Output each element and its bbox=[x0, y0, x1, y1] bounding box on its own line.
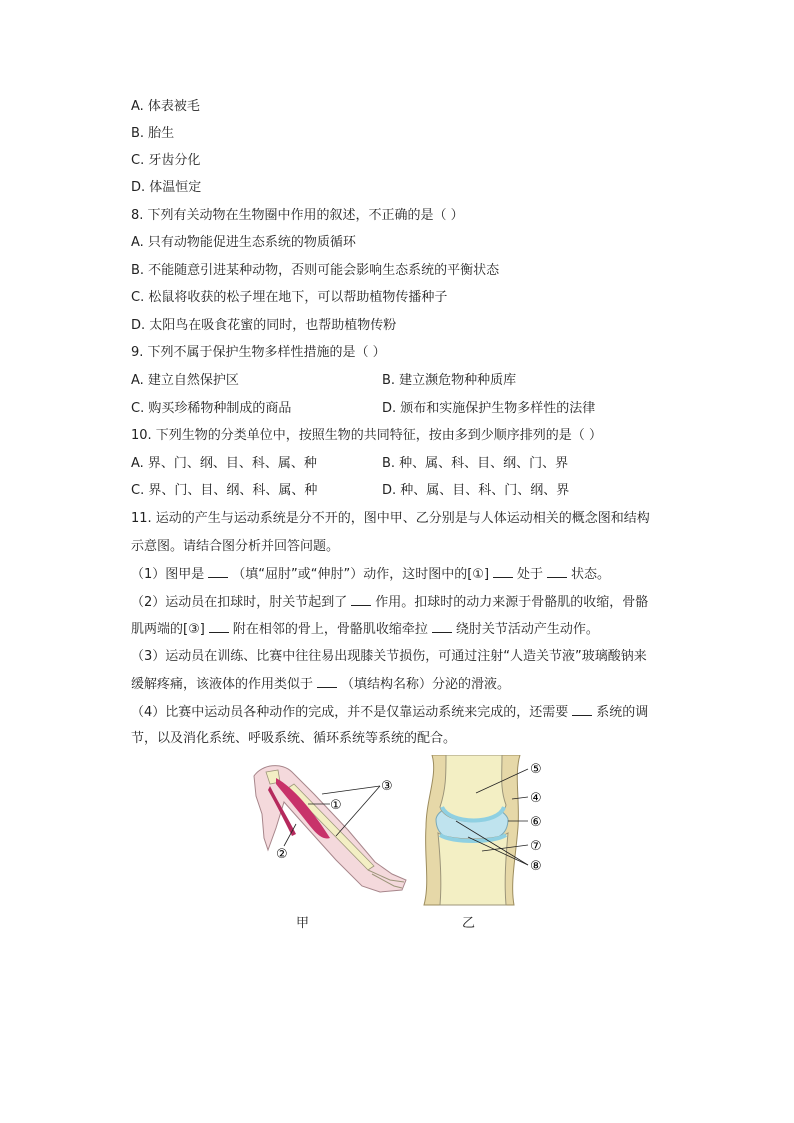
answer-blank[interactable] bbox=[209, 620, 229, 633]
answer-blank[interactable] bbox=[572, 703, 592, 716]
q8-option-b: B. 不能随意引进某种动物，否则可能会影响生态系统的平衡状态 bbox=[131, 263, 500, 278]
q11-stem-line1: 11. 运动的产生与运动系统是分不开的，图中甲、乙分别是与人体运动相关的概念图和结构 bbox=[131, 511, 650, 526]
caption-yi: 乙 bbox=[462, 916, 476, 931]
label-8: ⑧ bbox=[530, 859, 542, 874]
q10-option-b: B. 种、属、科、目、纲、门、界 bbox=[382, 456, 569, 471]
label-1: ① bbox=[330, 798, 342, 813]
q9-option-a: A. 建立自然保护区 bbox=[131, 373, 239, 388]
q8-stem: 8. 下列有关动物在生物圈中作用的叙述，不正确的是（ ） bbox=[131, 208, 464, 223]
q10-option-d: D. 种、属、目、科、门、纲、界 bbox=[382, 483, 570, 498]
answer-blank[interactable] bbox=[493, 565, 513, 578]
q11-part3-line2: 缓解疼痛，该液体的作用类似于 （填结构名称）分泌的滑液。 bbox=[131, 677, 511, 692]
joint-socket-bone bbox=[438, 833, 508, 905]
q11-stem-line2: 示意图。请结合图分析并回答问题。 bbox=[131, 539, 340, 554]
answer-blank[interactable] bbox=[547, 565, 567, 578]
q9-option-b: B. 建立濒危物种种质库 bbox=[382, 373, 517, 388]
q8-option-a: A. 只有动物能促进生态系统的物质循环 bbox=[131, 235, 356, 250]
q10-stem: 10. 下列生物的分类单位中，按照生物的共同特征，按由多到少顺序排列的是（ ） bbox=[131, 428, 602, 443]
q11-part1: （1）图甲是 （填“屈肘”或“伸肘”）动作，这时图中的[①] 处于 状态。 bbox=[131, 567, 611, 582]
label-4: ④ bbox=[530, 791, 542, 806]
q11-part3-line1: （3）运动员在训练、比赛中往往易出现膝关节损伤，可通过注射“人造关节液”玻璃酸钠来 bbox=[131, 649, 647, 664]
q10-option-a: A. 界、门、纲、目、科、属、种 bbox=[131, 456, 317, 471]
answer-blank[interactable] bbox=[432, 620, 452, 633]
answer-blank[interactable] bbox=[317, 675, 337, 688]
q11-part2-line2: 肌两端的[③] 附在相邻的骨上，骨骼肌收缩牵拉 绕肘关节活动产生动作。 bbox=[131, 622, 599, 637]
answer-blank[interactable] bbox=[208, 565, 228, 578]
label-2: ② bbox=[276, 847, 288, 862]
q8-option-c: C. 松鼠将收获的松子埋在地下，可以帮助植物传播种子 bbox=[131, 290, 448, 305]
q11-part4-line2: 节，以及消化系统、呼吸系统、循环系统等系统的配合。 bbox=[131, 731, 457, 746]
q9-stem: 9. 下列不属于保护生物多样性措施的是（ ） bbox=[131, 345, 386, 360]
q9-option-c: C. 购买珍稀物种制成的商品 bbox=[131, 401, 292, 416]
answer-blank[interactable] bbox=[351, 593, 371, 606]
leader-line bbox=[322, 786, 380, 794]
label-3: ③ bbox=[381, 779, 393, 794]
label-6: ⑥ bbox=[530, 815, 542, 830]
q11-part2-line1: （2）运动员在扣球时，肘关节起到了 作用。扣球时的动力来源于骨骼肌的收缩，骨骼 bbox=[131, 595, 649, 610]
q11-part4-line1: （4）比赛中运动员各种动作的完成，并不是仅靠运动系统来完成的，还需要 系统的调 bbox=[131, 705, 649, 720]
forearm-bone bbox=[288, 784, 374, 870]
q9-option-d: D. 颁布和实施保护生物多样性的法律 bbox=[382, 401, 596, 416]
q7-option-d: D. 体温恒定 bbox=[131, 180, 202, 195]
knee-joint-diagram bbox=[410, 755, 560, 907]
q7-option-c: C. 牙齿分化 bbox=[131, 153, 201, 168]
joint-head-bone bbox=[440, 755, 506, 822]
q7-option-a: A. 体表被毛 bbox=[131, 99, 200, 114]
label-5: ⑤ bbox=[530, 762, 542, 777]
arm-diagram bbox=[240, 758, 410, 908]
q8-option-d: D. 太阳鸟在吸食花蜜的同时，也帮助植物传粉 bbox=[131, 318, 397, 333]
leader-line bbox=[336, 786, 380, 836]
q10-option-c: C. 界、门、目、纲、科、属、种 bbox=[131, 483, 318, 498]
caption-jia: 甲 bbox=[296, 916, 310, 931]
label-7: ⑦ bbox=[530, 839, 542, 854]
q7-option-b: B. 胎生 bbox=[131, 126, 175, 141]
